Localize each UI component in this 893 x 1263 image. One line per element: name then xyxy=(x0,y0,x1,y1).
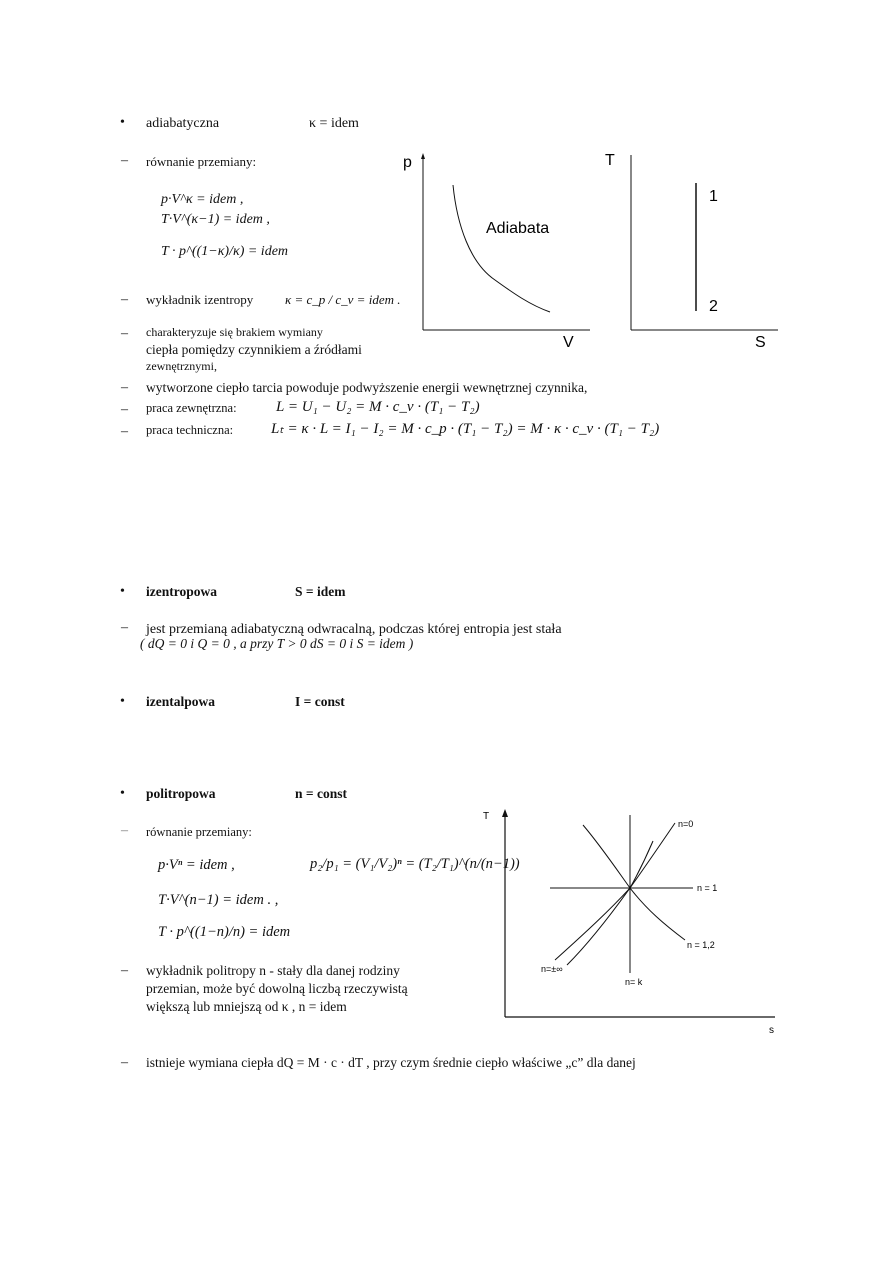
polytropic-exponent-line-1: wykładnik politropy n - stały dla danej rodziny xyxy=(146,963,400,978)
pv-y-arrow xyxy=(421,153,425,159)
label-n-1: n = 1 xyxy=(697,883,718,893)
poly-y-arrow xyxy=(502,809,508,817)
section-title-isenthalpic: izentalpowa xyxy=(146,694,215,709)
exponent-formula: κ = c_p / c_v = idem . xyxy=(285,292,401,307)
adiabat-curve xyxy=(453,185,550,312)
adiabat-label: Adiabata xyxy=(486,220,550,237)
characteristic-line-2: ciepła pomiędzy czynnikiem a źródłami xyxy=(146,342,362,357)
bullet: • xyxy=(120,115,125,130)
dash: – xyxy=(121,326,128,341)
ts-y-label: T xyxy=(605,152,615,169)
adiabatic-eq1: p·V^κ = idem , xyxy=(161,192,244,207)
section-title-isentropic: izentropowa xyxy=(146,584,217,599)
isenthalpic-condition: I = const xyxy=(295,694,345,709)
ts-point-1: 1 xyxy=(709,188,718,205)
polytropic-ts-diagram xyxy=(475,805,785,1035)
exponent-label: wykładnik izentropy xyxy=(146,292,254,307)
label-n-inf: n=±∞ xyxy=(541,964,563,974)
dash: – xyxy=(121,380,128,395)
dash: – xyxy=(121,402,128,417)
adiabatic-eq3: T · p^((1−κ)/κ) = idem xyxy=(161,244,289,259)
dash: – xyxy=(121,823,128,838)
polytropic-condition: n = const xyxy=(295,786,347,801)
polytropic-ratio-eq: p₂/p₁ = (V₁/V₂)ⁿ = (T₂/T₁)^(n/(n−1)) xyxy=(310,856,520,872)
label-n-k: n= k xyxy=(625,977,643,987)
isentropic-description: jest przemianą adiabatyczną odwracalną, podczas której entropia jest stała xyxy=(146,622,562,637)
polytropic-eq2: T·V^(n−1) = idem . , xyxy=(158,892,279,908)
bullet: • xyxy=(120,694,125,709)
dash: – xyxy=(121,424,128,439)
polytropic-eq1: p·Vⁿ = idem , xyxy=(158,857,235,873)
adiabatic-condition: κ = idem xyxy=(309,116,359,131)
bullet: • xyxy=(120,786,125,801)
pv-diagram xyxy=(395,145,595,355)
poly-x-label: s xyxy=(769,1025,774,1035)
poly-y-label: T xyxy=(483,811,490,822)
work-technical-formula: Lₜ = κ · L = I₁ − I₂ = M · c_p · (T₁ − T₂) = M · κ · c_v · (T₁ − T₂) xyxy=(271,421,660,437)
dash: – xyxy=(121,292,128,307)
isentropic-conditions-line: ( dQ = 0 i Q = 0 , a przy T > 0 dS = 0 i S = idem ) xyxy=(140,636,414,651)
work-external-label: praca zewnętrzna: xyxy=(146,401,237,415)
section-title-polytropic: politropowa xyxy=(146,786,216,801)
label-n-0: n=0 xyxy=(678,819,694,829)
pv-y-label: p xyxy=(403,154,412,171)
adiabatic-eq2: T·V^(κ−1) = idem , xyxy=(161,212,270,227)
work-technical-label: praca techniczna: xyxy=(146,423,234,437)
dash: – xyxy=(121,153,128,168)
polytropic-exponent-line-3: większą lub mniejszą od κ , n = idem xyxy=(146,999,347,1014)
work-external-formula: L = U₁ − U₂ = M · c_v · (T₁ − T₂) xyxy=(276,399,480,415)
characteristic-line-3: zewnętrznymi, xyxy=(146,359,217,373)
characteristic-line-1: charakteryzuje się brakiem wymiany xyxy=(146,325,323,339)
polytropic-exponent-line-2: przemian, może być dowolną liczbą rzeczywistą xyxy=(146,981,408,996)
polytropic-eq3: T · p^((1−n)/n) = idem xyxy=(158,924,291,940)
pv-x-label: V xyxy=(563,334,574,351)
isentropic-condition: S = idem xyxy=(295,584,346,599)
dash: – xyxy=(121,620,128,635)
curve-n-0 xyxy=(555,823,675,960)
polytropic-equation-label: równanie przemiany: xyxy=(146,825,252,839)
friction-line: wytworzone ciepło tarcia powoduje podwyższenie energii wewnętrznej czynnika, xyxy=(146,380,588,395)
ts-diagram xyxy=(600,145,785,355)
heat-exchange-line: istnieje wymiana ciepła dQ = M · c · dT , przy czym średnie ciepło właściwe „c” dla danej xyxy=(146,1055,636,1070)
ts-x-label: S xyxy=(755,334,766,351)
equation-label: równanie przemiany: xyxy=(146,154,257,169)
dash: – xyxy=(121,963,128,978)
section-title-adiabatic: adiabatyczna xyxy=(146,116,220,131)
ts-point-2: 2 xyxy=(709,298,718,315)
label-n-1-2: n = 1,2 xyxy=(687,940,715,950)
bullet: • xyxy=(120,584,125,599)
dash: – xyxy=(121,1055,128,1070)
